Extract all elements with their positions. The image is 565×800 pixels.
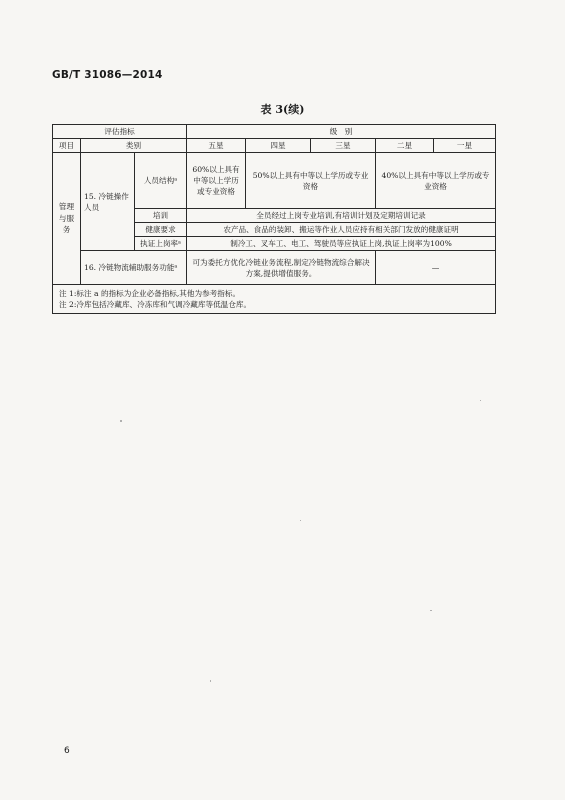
- eval-indicator-header: 评估指标: [53, 125, 187, 139]
- star-five-header: 五星: [187, 139, 246, 153]
- scan-speck: [120, 420, 122, 422]
- row-label-training: 培训: [135, 209, 187, 223]
- item-header: 项目: [53, 139, 81, 153]
- star-two-header: 二星: [376, 139, 434, 153]
- scan-speck: [210, 680, 211, 682]
- health-content: 农产品、食品的装卸、搬运等作业人员应持有相关部门发放的健康证明: [187, 223, 496, 237]
- staff-structure-two-one-star: 40%以上具有中等以上学历或专业资格: [376, 153, 496, 209]
- staff-structure-five-star: 60%以上具有中等以上学历或专业资格: [187, 153, 246, 209]
- staff-structure-four-three-star: 50%以上具有中等以上学历或专业资格: [246, 153, 376, 209]
- star-one-header: 一星: [434, 139, 496, 153]
- scan-speck: [480, 400, 481, 401]
- evaluation-table: [52, 124, 496, 314]
- item-management-service: 管理与服务: [53, 153, 81, 285]
- star-four-header: 四星: [246, 139, 311, 153]
- group-cold-chain-staff: 15. 冷链操作人员: [81, 153, 135, 251]
- scan-speck: [430, 610, 432, 611]
- row-label-staff-structure: 人员结构ᵃ: [135, 153, 187, 209]
- notes-cell: [53, 285, 496, 314]
- auxiliary-service-content: 可为委托方优化冷链业务流程,制定冷链物流综合解决方案,提供增值服务。: [187, 251, 376, 285]
- training-content: 全员经过上岗专业培训,有培训计划及定期培训记录: [187, 209, 496, 223]
- star-three-header: 三星: [311, 139, 376, 153]
- page-number: 6: [64, 746, 70, 756]
- note-2: 注 2:冷库包括冷藏库、冷冻库和气调冷藏库等低温仓库。: [59, 300, 252, 309]
- standard-code: GB/T 31086—2014: [52, 69, 163, 81]
- category-header: 类别: [81, 139, 187, 153]
- note-1: 注 1:标注 a 的指标为企业必备指标,其他为参考指标。: [59, 289, 241, 298]
- level-header: 级 别: [187, 125, 496, 139]
- auxiliary-service-dash: —: [376, 251, 496, 285]
- certification-content: 制冷工、叉车工、电工、驾驶员等应执证上岗,执证上岗率为100%: [187, 237, 496, 251]
- group-auxiliary-service: 16. 冷链物流辅助服务功能ᵃ: [81, 251, 187, 285]
- table-caption: 表 3(续): [260, 103, 305, 116]
- row-label-health: 健康要求: [135, 223, 187, 237]
- row-label-certification: 执证上岗率ᵃ: [135, 237, 187, 251]
- scan-speck: [300, 520, 301, 521]
